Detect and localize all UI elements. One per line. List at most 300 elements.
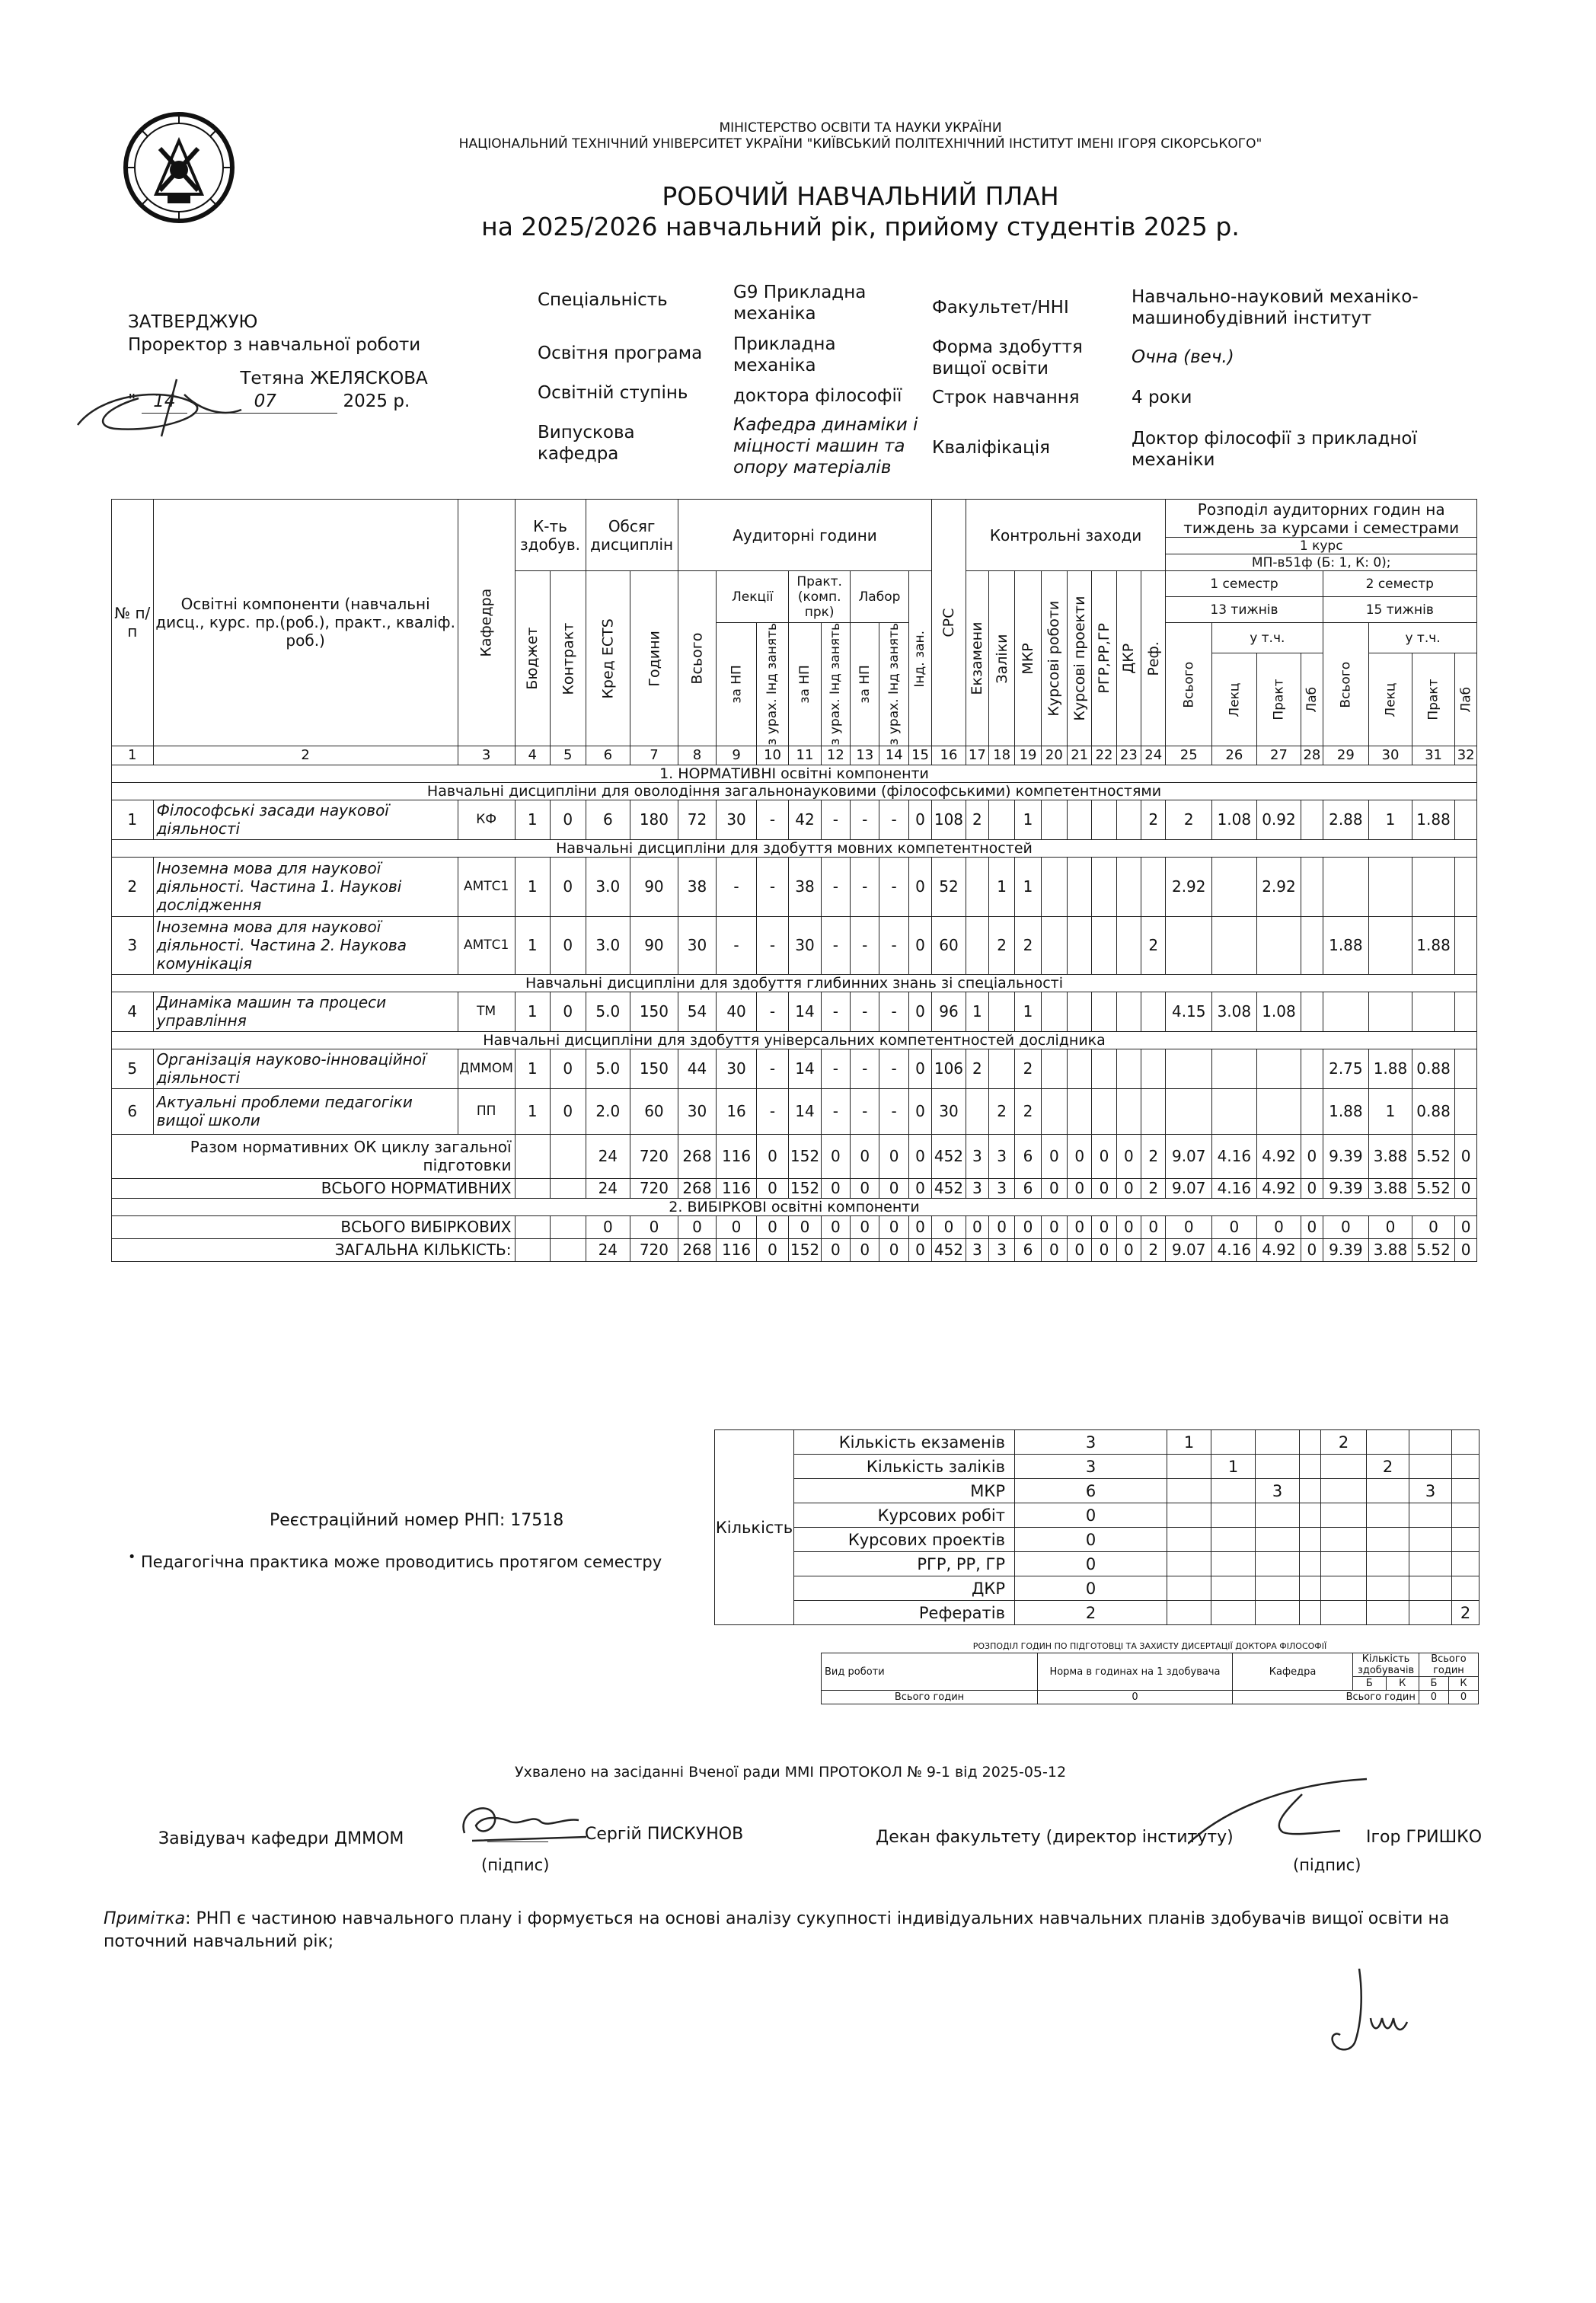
program-label: Освітня програма: [538, 343, 703, 363]
section-title: 2. ВИБІРКОВІ освітні компоненти: [112, 1198, 1477, 1215]
asterisk: •: [128, 1550, 136, 1565]
counts-sem-value: [1256, 1528, 1300, 1552]
cell-value: 2: [1015, 1049, 1041, 1088]
cell-value: 1: [515, 1049, 550, 1088]
cell-value: -: [851, 916, 879, 974]
section-row: [112, 839, 1477, 857]
counts-sem-value: [1167, 1479, 1211, 1503]
summary-value: 24: [586, 1178, 630, 1198]
summary-value: [551, 1134, 586, 1178]
col-hours-header: Години: [630, 571, 678, 746]
head-dept-name: Сергій ПИСКУНОВ: [585, 1825, 744, 1844]
counts-sem-value: [1409, 1552, 1452, 1576]
summary-value: 0: [879, 1178, 908, 1198]
cell-value: [1301, 1049, 1323, 1088]
approve-month: 07: [193, 390, 337, 414]
summary-value: 0: [1041, 1215, 1067, 1238]
cell-value: [966, 1088, 988, 1134]
section-title: Навчальні дисципліни для здобуття глибинних знань зі спеціальності: [112, 974, 1477, 992]
row-number: 6: [112, 1088, 154, 1134]
summary-value: [551, 1215, 586, 1238]
summary-value: 4.92: [1256, 1134, 1301, 1178]
university-seal-icon: [122, 110, 236, 225]
diss-h-dept: Кафедра: [1232, 1653, 1352, 1691]
summary-value: 0: [1455, 1215, 1477, 1238]
counts-sem-value: [1321, 1576, 1367, 1601]
counts-sem-value: [1452, 1479, 1479, 1503]
specialty-label: Спеціальність: [538, 290, 668, 310]
cell-value: 2: [989, 1088, 1015, 1134]
column-number: 16: [932, 746, 966, 765]
s2-total-header: Всього: [1323, 623, 1369, 746]
col-count-header: К-ть здобув.: [515, 500, 586, 571]
diss-h-num: Кількість здобувачів: [1353, 1653, 1419, 1677]
cell-value: -: [879, 800, 908, 839]
counts-sem-value: [1367, 1528, 1409, 1552]
reg-number: Реєстраційний номер РНП: 17518: [270, 1511, 564, 1530]
cell-value: [1369, 992, 1412, 1031]
column-number: 18: [989, 746, 1015, 765]
summary-value: 0: [756, 1178, 788, 1198]
diss-k1: К: [1386, 1677, 1419, 1691]
col-lect-header: Лекції: [717, 571, 789, 623]
cell-value: [1092, 1088, 1116, 1134]
row-number: 3: [112, 916, 154, 974]
term-label: Строк навчання: [932, 388, 1080, 407]
cell-value: 0.92: [1256, 800, 1301, 839]
summary-value: 4.16: [1212, 1238, 1257, 1261]
university-name: НАЦІОНАЛЬНИЙ ТЕХНІЧНИЙ УНІВЕРСИТЕТ УКРАЇНИ "КИЇВСЬКИЙ ПОЛІТЕХНІЧНИЙ ІНСТИТУТ ІМЕНІ ІГОРЯ СІКОРСЬКОГО": [458, 136, 1262, 152]
column-number: 25: [1166, 746, 1212, 765]
summary-value: 116: [717, 1238, 757, 1261]
summary-value: 0: [1256, 1215, 1301, 1238]
cell-value: 5.0: [586, 992, 630, 1031]
counts-item-label: Курсових проектів: [794, 1528, 1015, 1552]
col-prac-header: Практ. (комп. прк): [789, 571, 851, 623]
sem2-weeks: 15 тижнів: [1323, 597, 1476, 623]
cell-value: [1041, 992, 1067, 1031]
summary-value: 0: [1455, 1178, 1477, 1198]
cell-value: 3.0: [586, 857, 630, 916]
sem1-header: 1 семестр: [1166, 571, 1323, 597]
s1-lect-header: Лекц: [1212, 653, 1257, 746]
col-total-header: Всього: [678, 571, 717, 746]
cell-value: 14: [789, 1049, 821, 1088]
diss-h-total: Всього годин: [1419, 1653, 1478, 1677]
level-label: Освітній ступінь: [538, 383, 688, 403]
col-cw-header: Курсові роботи: [1041, 571, 1067, 746]
summary-value: 0: [879, 1134, 908, 1178]
cell-value: 44: [678, 1049, 717, 1088]
table-row: [112, 800, 1477, 839]
summary-value: 0: [1116, 1134, 1141, 1178]
counts-sem-value: [1409, 1430, 1452, 1455]
counts-sem-value: [1300, 1552, 1321, 1576]
summary-value: 720: [630, 1238, 678, 1261]
cell-value: [1212, 1049, 1257, 1088]
cell-value: -: [821, 800, 850, 839]
cell-value: 90: [630, 916, 678, 974]
cell-value: 0: [551, 857, 586, 916]
col-srs-header: СРС: [932, 500, 966, 746]
column-number: 13: [851, 746, 879, 765]
counts-sem-value: [1211, 1479, 1256, 1503]
summary-value: 0: [586, 1215, 630, 1238]
summary-value: 0: [756, 1215, 788, 1238]
summary-value: 4.92: [1256, 1238, 1301, 1261]
summary-value: 4.92: [1256, 1178, 1301, 1198]
col-budget-header: Бюджет: [515, 571, 550, 746]
summary-value: 6: [1015, 1134, 1041, 1178]
cell-value: 30: [678, 916, 717, 974]
corner-initials-signature: [1317, 1965, 1416, 2064]
cell-value: 3.0: [586, 916, 630, 974]
cell-value: [1092, 857, 1116, 916]
cell-value: [1412, 992, 1455, 1031]
counts-sem-value: [1211, 1552, 1256, 1576]
cell-value: [1256, 1088, 1301, 1134]
counts-item-value: 0: [1015, 1552, 1167, 1576]
counts-item-value: 3: [1015, 1455, 1167, 1479]
col-cp-header: Курсові проекти: [1068, 571, 1092, 746]
counts-sem-value: [1256, 1601, 1300, 1625]
cell-value: [1369, 857, 1412, 916]
cell-value: [1323, 992, 1369, 1031]
counts-sem-value: [1256, 1503, 1300, 1528]
summary-value: 152: [789, 1238, 821, 1261]
counts-sem-value: [1211, 1503, 1256, 1528]
section-row: [112, 782, 1477, 800]
col-ects-header: Кред ECTS: [586, 571, 630, 746]
summary-label: ВСЬОГО ВИБІРКОВИХ: [112, 1215, 516, 1238]
cell-value: 1: [515, 857, 550, 916]
section-title: Навчальні дисципліни для оволодіння загальнонауковими (філософськими) компетентностями: [112, 782, 1477, 800]
cell-value: 42: [789, 800, 821, 839]
date-quote: ": [128, 391, 136, 411]
column-number: 11: [789, 746, 821, 765]
counts-sem-value: [1211, 1528, 1256, 1552]
s2-lab-header: Лаб: [1455, 653, 1477, 746]
counts-item-value: 0: [1015, 1528, 1167, 1552]
cell-value: 6: [586, 800, 630, 839]
cell-value: [1068, 857, 1092, 916]
course-dept: ТМ: [458, 992, 515, 1031]
cell-value: [1041, 857, 1067, 916]
cell-value: 2: [1141, 916, 1166, 974]
cell-value: -: [851, 800, 879, 839]
cell-value: [966, 857, 988, 916]
counts-sem-value: 2: [1452, 1601, 1479, 1625]
cell-value: [1116, 857, 1141, 916]
summary-value: 116: [717, 1178, 757, 1198]
cell-value: 2: [1015, 916, 1041, 974]
col-contract-header: Контракт: [551, 571, 586, 746]
cell-value: 30: [717, 800, 757, 839]
summary-value: 3: [966, 1238, 988, 1261]
summary-value: 0: [908, 1178, 931, 1198]
col-num-header: № п/п: [112, 500, 154, 746]
column-number: 1: [112, 746, 154, 765]
cell-value: [1116, 1088, 1141, 1134]
cell-value: 0: [908, 857, 931, 916]
cell-value: -: [821, 857, 850, 916]
cell-value: [989, 800, 1015, 839]
course-dept: АМТС1: [458, 857, 515, 916]
lab-np-header: за НП: [851, 623, 879, 746]
summary-value: 0: [1141, 1215, 1166, 1238]
summary-value: 24: [586, 1238, 630, 1261]
cell-value: 52: [932, 857, 966, 916]
column-number: 10: [756, 746, 788, 765]
summary-value: 24: [586, 1134, 630, 1178]
counts-sem-value: [1167, 1576, 1211, 1601]
summary-value: 0: [989, 1215, 1015, 1238]
cell-value: -: [756, 1049, 788, 1088]
summary-value: 6: [1015, 1178, 1041, 1198]
summary-value: 9.07: [1166, 1178, 1212, 1198]
approve-word: ЗАТВЕРДЖУЮ: [128, 312, 258, 332]
summary-value: 0: [1301, 1238, 1323, 1261]
counts-sem-value: [1167, 1528, 1211, 1552]
counts-sem-value: [1321, 1601, 1367, 1625]
counts-item-label: Курсових робіт: [794, 1503, 1015, 1528]
counts-sem-value: [1409, 1601, 1452, 1625]
counts-sem-value: [1300, 1430, 1321, 1455]
counts-sem-value: [1300, 1503, 1321, 1528]
summary-value: 0: [1068, 1238, 1092, 1261]
cell-value: 2.88: [1323, 800, 1369, 839]
summary-value: 0: [1068, 1178, 1092, 1198]
counts-item-label: Рефератів: [794, 1601, 1015, 1625]
course-name: Динаміка машин та процеси управління: [153, 992, 458, 1031]
counts-sem-value: [1167, 1601, 1211, 1625]
cell-value: 0: [908, 992, 931, 1031]
counts-sem-value: [1167, 1455, 1211, 1479]
footnote-text: : РНП є частиною навчального плану і формується на основі аналізу сукупності індивідуальних навчальних планів здобувачів вищої освіти на поточний навчальний рік;: [104, 1909, 1450, 1951]
approve-day: 14: [142, 390, 187, 414]
column-number: 24: [1141, 746, 1166, 765]
summary-value: [515, 1134, 550, 1178]
cell-value: [1256, 916, 1301, 974]
level-value: доктора філософії: [733, 386, 902, 406]
counts-sem-value: [1300, 1576, 1321, 1601]
summary-value: 0: [1212, 1215, 1257, 1238]
cell-value: 14: [789, 992, 821, 1031]
s2-prac-header: Практ: [1412, 653, 1455, 746]
cell-value: 106: [932, 1049, 966, 1088]
counts-sem-value: [1256, 1552, 1300, 1576]
counts-sem-value: [1300, 1601, 1321, 1625]
counts-sem-value: [1211, 1576, 1256, 1601]
course-header: 1 курс: [1166, 538, 1477, 554]
cell-value: [1166, 1088, 1212, 1134]
table-row: [112, 857, 1477, 916]
row-number: 5: [112, 1049, 154, 1088]
summary-value: 0: [630, 1215, 678, 1238]
counts-sem-value: [1167, 1503, 1211, 1528]
cell-value: -: [879, 857, 908, 916]
summary-value: 9.39: [1323, 1134, 1369, 1178]
summary-value: 0: [851, 1178, 879, 1198]
summary-value: 4.16: [1212, 1134, 1257, 1178]
summary-label: Разом нормативних ОК циклу загальної підготовки: [112, 1134, 516, 1178]
cell-value: [1455, 1088, 1477, 1134]
course-name: Іноземна мова для наукової діяльності. Частина 2. Наукова комунікація: [153, 916, 458, 974]
counts-sem-value: 3: [1256, 1479, 1300, 1503]
dean-label: Декан факультету (директор інституту): [876, 1828, 1234, 1847]
dean-sign-hint: (підпис): [1293, 1856, 1361, 1874]
summary-value: 0: [821, 1238, 850, 1261]
section-title: Навчальні дисципліни для здобуття універсальних компетентностей дослідника: [112, 1031, 1477, 1049]
diss-total-k: 0: [1448, 1691, 1478, 1704]
cell-value: 1.08: [1212, 800, 1257, 839]
column-number: 32: [1455, 746, 1477, 765]
cell-value: [1412, 857, 1455, 916]
counts-item-value: 0: [1015, 1576, 1167, 1601]
cell-value: 1: [1015, 800, 1041, 839]
summary-label: ВСЬОГО НОРМАТИВНИХ: [112, 1178, 516, 1198]
counts-sem-value: 2: [1321, 1430, 1367, 1455]
summary-value: 0: [1455, 1238, 1477, 1261]
cell-value: 0: [551, 1088, 586, 1134]
col-lab-header: Лабор: [851, 571, 909, 623]
approve-year: 2025 р.: [343, 391, 410, 411]
cell-value: 1.88: [1412, 916, 1455, 974]
course-dept: ДММОМ: [458, 1049, 515, 1088]
cell-value: -: [851, 857, 879, 916]
counts-row: [715, 1430, 1479, 1455]
row-number: 1: [112, 800, 154, 839]
cell-value: 1: [989, 857, 1015, 916]
summary-value: 0: [1041, 1134, 1067, 1178]
summary-value: 3: [966, 1178, 988, 1198]
cell-value: -: [821, 1088, 850, 1134]
cell-value: 30: [789, 916, 821, 974]
cell-value: [1068, 916, 1092, 974]
summary-value: 9.39: [1323, 1238, 1369, 1261]
cell-value: [1068, 992, 1092, 1031]
column-number: 3: [458, 746, 515, 765]
cell-value: -: [851, 992, 879, 1031]
column-number: 22: [1092, 746, 1116, 765]
cell-value: 1: [515, 1088, 550, 1134]
summary-value: 3: [966, 1134, 988, 1178]
s2-incl-header: у т.ч.: [1369, 623, 1477, 653]
counts-sem-value: [1167, 1552, 1211, 1576]
summary-value: 152: [789, 1178, 821, 1198]
cell-value: [1166, 1049, 1212, 1088]
summary-value: 0: [1455, 1134, 1477, 1178]
counts-sem-value: [1367, 1479, 1409, 1503]
cell-value: 2.75: [1323, 1049, 1369, 1088]
summary-value: 0: [851, 1215, 879, 1238]
cell-value: -: [879, 916, 908, 974]
cell-value: [1068, 1088, 1092, 1134]
counts-item-value: 3: [1015, 1430, 1167, 1455]
counts-table: [714, 1429, 1479, 1625]
cell-value: [1455, 857, 1477, 916]
summary-value: 0: [821, 1215, 850, 1238]
column-number: 4: [515, 746, 550, 765]
counts-row: [715, 1528, 1479, 1552]
cell-value: 1.88: [1323, 916, 1369, 974]
summary-value: 452: [932, 1178, 966, 1198]
cell-value: 40: [717, 992, 757, 1031]
summary-row: [112, 1178, 1477, 1198]
cell-value: [1041, 800, 1067, 839]
counts-row: [715, 1479, 1479, 1503]
cell-value: 2.92: [1256, 857, 1301, 916]
column-number: 12: [821, 746, 850, 765]
sem1-weeks: 13 тижнів: [1166, 597, 1323, 623]
table-row: [112, 992, 1477, 1031]
summary-value: 0: [1369, 1215, 1412, 1238]
column-number: 28: [1301, 746, 1323, 765]
cell-value: 2.0: [586, 1088, 630, 1134]
approve-name: Тетяна ЖЕЛЯСКОВА: [240, 369, 428, 388]
summary-value: 0: [1068, 1134, 1092, 1178]
summary-value: [551, 1238, 586, 1261]
summary-value: [515, 1238, 550, 1261]
cell-value: 72: [678, 800, 717, 839]
section-row: [112, 1031, 1477, 1049]
summary-value: 0: [851, 1238, 879, 1261]
summary-value: 0: [1041, 1238, 1067, 1261]
cell-value: [1455, 800, 1477, 839]
term-value: 4 роки: [1132, 388, 1192, 407]
column-number: 31: [1412, 746, 1455, 765]
section-title: 1. НОРМАТИВНІ освітні компоненти: [112, 765, 1477, 782]
cell-value: [1301, 992, 1323, 1031]
counts-sem-value: [1256, 1430, 1300, 1455]
summary-value: [515, 1215, 550, 1238]
col-dkr-header: ДКР: [1116, 571, 1141, 746]
col-indz-header: Інд. зан.: [908, 571, 931, 746]
column-number: 8: [678, 746, 717, 765]
summary-value: 0: [1116, 1238, 1141, 1261]
cell-value: -: [879, 1049, 908, 1088]
col-aud-header: Аудиторні години: [678, 500, 931, 571]
column-number: 19: [1015, 746, 1041, 765]
summary-value: 452: [932, 1238, 966, 1261]
cell-value: 0: [551, 1049, 586, 1088]
cell-value: [1256, 1049, 1301, 1088]
cell-value: 1: [1369, 800, 1412, 839]
cell-value: 0: [908, 1049, 931, 1088]
cell-value: [1301, 800, 1323, 839]
summary-value: 0: [1116, 1215, 1141, 1238]
summary-value: 3: [989, 1178, 1015, 1198]
col-rgr-header: РГР,РР,ГР: [1092, 571, 1116, 746]
summary-value: 2: [1141, 1178, 1166, 1198]
summary-value: 0: [1092, 1215, 1116, 1238]
counts-sem-value: [1452, 1576, 1479, 1601]
cell-value: [1092, 916, 1116, 974]
counts-sem-value: [1300, 1479, 1321, 1503]
cell-value: [1323, 857, 1369, 916]
document-title-block: [426, 181, 1294, 242]
counts-sem-value: [1452, 1455, 1479, 1479]
summary-value: 0: [1301, 1215, 1323, 1238]
council-approval: Ухвалено на засіданні Вченої ради ММІ ПРОТОКОЛ № 9-1 від 2025-05-12: [515, 1764, 1067, 1781]
counts-sem-value: [1452, 1430, 1479, 1455]
col-control-header: Контрольні заходи: [966, 500, 1166, 571]
summary-value: 0: [821, 1178, 850, 1198]
cell-value: 1: [966, 992, 988, 1031]
cell-value: -: [756, 857, 788, 916]
counts-sem-value: 1: [1167, 1430, 1211, 1455]
summary-value: 3.88: [1369, 1238, 1412, 1261]
